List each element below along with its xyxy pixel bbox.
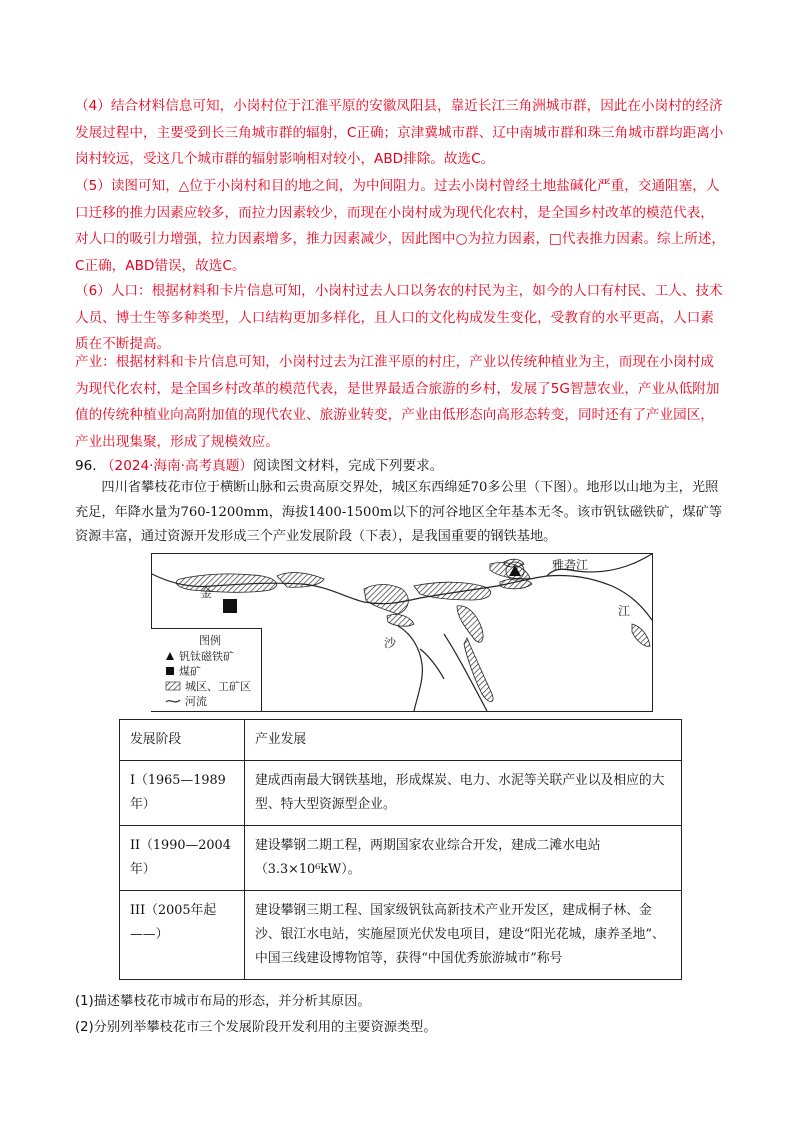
stage-cell: II（1990—2004年） — [120, 826, 245, 891]
label-yalong-river: 雅砻江 — [552, 558, 589, 572]
stage-cell: I（1965—1989年） — [120, 761, 245, 826]
stage-cell: III（2005年起——） — [120, 891, 245, 980]
square-icon — [165, 666, 175, 676]
legend-item-ore — [165, 648, 234, 664]
coal-mine-marker — [223, 599, 237, 613]
answer-6-population: （6）人口：根据材料和卡片信息可知，小岗村过去人口以务农的村民为主，如今的人口有村民、工人、技术人员、博士生等多种类型，人口结构更加多样化，且人口的文化构成发生变化，受教育的水平更高，人口素质在不断提高。 — [75, 283, 723, 352]
table-row — [120, 891, 682, 980]
answer-6-industry: 产业：根据材料和卡片信息可知，小岗村过去为江淮平原的村庄，产业以传统种植业为主，而现在小岗村成为现代化农村，是全国乡村改革的模范代表，是世界最适合旅游的乡村，发展了5G智慧农业，产业从低附加值的传统种植业向高附加值的现代农业、旅游业转变，产业由低形态向高形态转变，同时还有了产业园区，产业出现集聚，形成了规模效应。 — [75, 354, 720, 450]
hatch-icon — [165, 681, 181, 691]
subquestion-1: (1)描述攀枝花市城市布局的形态，并分析其原因。 — [75, 994, 371, 1009]
header-industry: 产业发展 — [245, 720, 682, 761]
label-sha: 沙 — [384, 636, 397, 650]
legend-item-urban — [165, 678, 251, 694]
label-jin: 金 — [200, 586, 213, 600]
material-text: 四川省攀枝花市位于横断山脉和云贵高原交界处，城区东西绵延70多公里（下图）。地形以山地为主，光照充足，年降水量为760-1200mm，海拔1400-1500m以下的河谷地区全年基本无冬。该市钒钛磁铁矿，煤矿等资源丰富，通过资源开发形成三个产业发展阶段（下表），是我国重要的钢铁基地。 — [75, 480, 723, 544]
legend-label-urban: 城区、工矿区 — [185, 680, 251, 693]
subquestion-2: (2)分别列举攀枝花市三个发展阶段开发利用的主要资源类型。 — [75, 1020, 437, 1035]
table-row — [120, 826, 682, 891]
question-source: （2024·海南·高考真题） — [100, 458, 253, 474]
triangle-icon — [165, 651, 175, 661]
legend-item-river — [165, 693, 207, 709]
content-cell: 建设攀钢二期工程，两期国家农业综合开发，建成二滩水电站（3.3×10⁶kW）。 — [245, 826, 682, 891]
legend-label-coal: 煤矿 — [179, 665, 201, 678]
header-stage: 发展阶段 — [120, 720, 245, 761]
label-jiang: 江 — [618, 604, 631, 618]
question-header — [75, 454, 443, 474]
question-prompt: 阅读图文材料，完成下列要求。 — [252, 458, 444, 474]
development-stage-table — [119, 719, 682, 980]
content-cell: 建设攀钢三期工程、国家级钒钛高新技术产业开发区，建成桐子林、金沙、银江水电站，实施屋顶光伏发电项目，建设“阳光花城，康养圣地”、中国三线建设博物馆等，获得“中国优秀旅游城市”称号 — [245, 891, 682, 980]
map-legend — [151, 628, 262, 711]
river-line-icon — [165, 696, 181, 706]
tributary-south — [398, 626, 422, 711]
tributary-small — [420, 649, 444, 679]
table-row — [120, 761, 682, 826]
legend-label-ore: 钒钛磁铁矿 — [179, 650, 234, 663]
table-header-row — [120, 720, 682, 761]
question-number: 96. — [75, 458, 97, 474]
answer-5: （5）读图可知，△位于小岗村和目的地之间，为中间阻力。过去小岗村曾经土地盐碱化严重，交通阻塞，人口迁移的推力因素应较多，而拉力因素较少，而现在小岗村成为现代化农村，是全国乡村改革的模范代表，对人口的吸引力增强，拉力因素增多，推力因素减少，因此图中○为拉力因素，□代表推力因素。综上所述，C正确，ABD错误，故选C。 — [75, 178, 726, 274]
legend-title: 图例 — [199, 634, 221, 647]
content-cell: 建成西南最大钢铁基地，形成煤炭、电力、水泥等关联产业以及相应的大型、特大型资源型企业。 — [245, 761, 682, 826]
legend-label-river: 河流 — [185, 695, 207, 708]
answer-4: （4）结合材料信息可知，小岗村位于江淮平原的安徽凤阳县，靠近长江三角洲城市群，因此在小岗村的经济发展过程中，主要受到长三角城市群的辐射，C正确；京津冀城市群、辽中南城市群和珠三角城市群均距离小岗村较远，受这几个城市群的辐射影响相对较小，ABD排除。故选C。 — [75, 98, 724, 167]
legend-item-coal — [165, 663, 201, 679]
